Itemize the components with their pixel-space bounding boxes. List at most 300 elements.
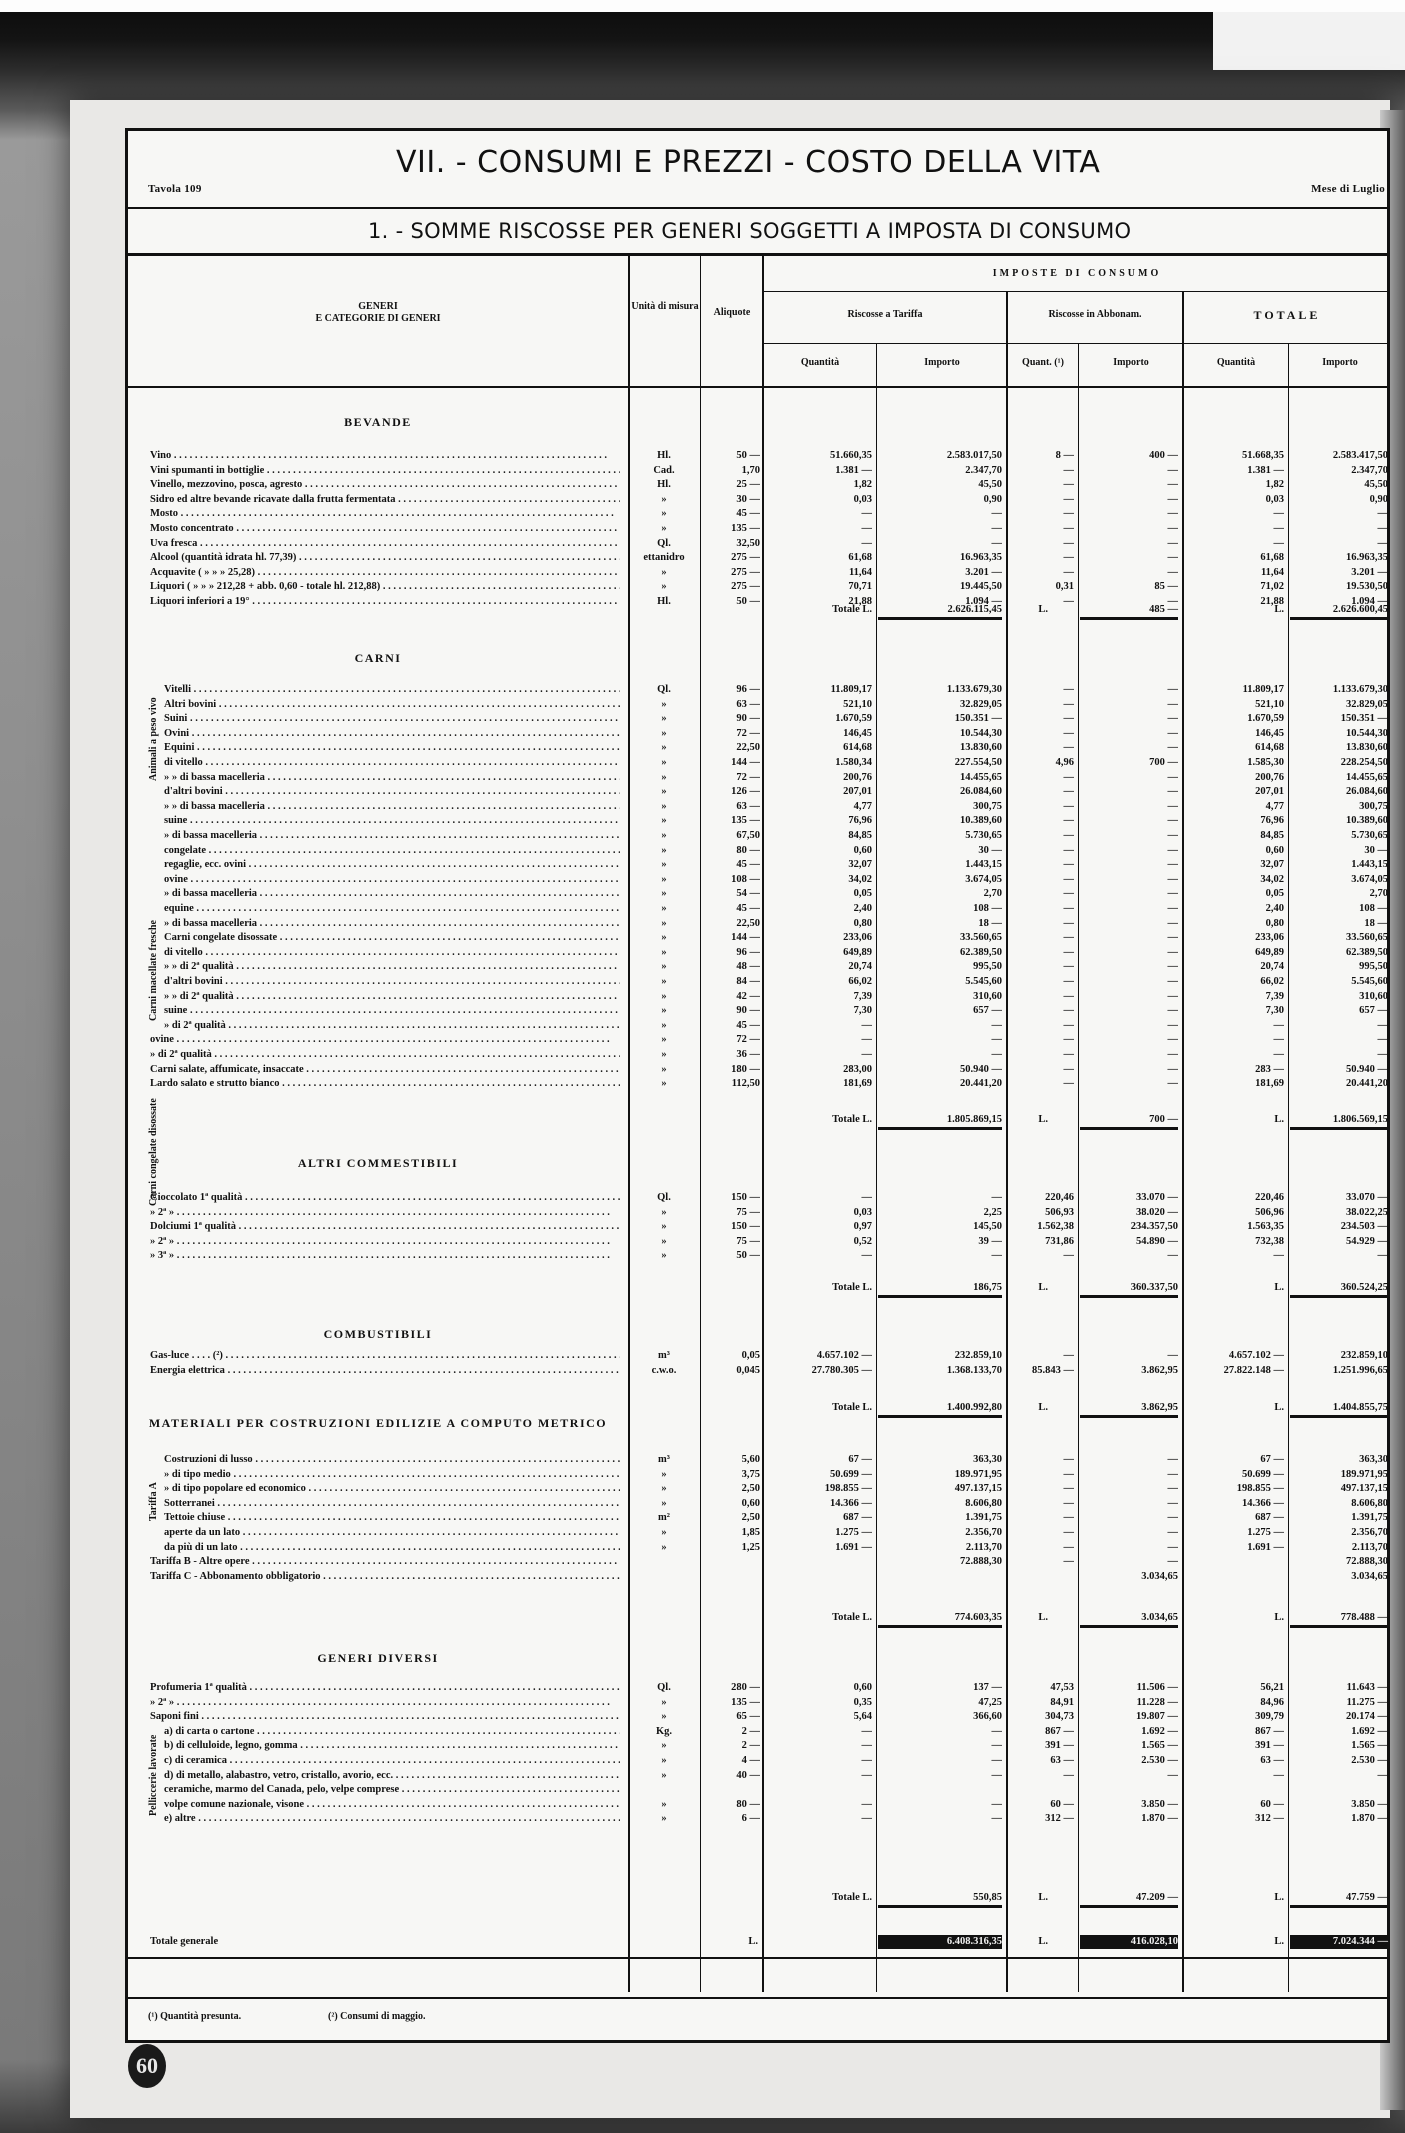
table-row [128, 1004, 1387, 1018]
cell-unit: Ql. [657, 684, 671, 695]
row-label: ceramiche, marmo del Canada, pelo, velpe comprese . . . [164, 1783, 620, 1797]
table-row [128, 1220, 1387, 1234]
cell-qt: 1.670,59 [1247, 713, 1284, 725]
cell-it: 33.070 — [1346, 1192, 1388, 1203]
cell-ia: — [1167, 523, 1178, 534]
cell-imp: 13.830,60 [960, 742, 1002, 754]
cell-qt: 51.668,35 [1242, 450, 1284, 461]
cell-imp: 2.356,70 [965, 1527, 1002, 1538]
cell-it: 497.137,15 [1340, 1483, 1388, 1495]
cell-q: 4.657.102 — [816, 1350, 872, 1361]
cell-q: 27.780.305 — [811, 1364, 872, 1376]
col-quantita-3: Quantità [1216, 357, 1256, 368]
cell-qt: 309,79 [1255, 1711, 1284, 1723]
cell-q: 20,74 [848, 961, 872, 973]
total-ia: 700 — [1080, 1113, 1178, 1130]
col-aliquote: Aliquote [713, 307, 751, 318]
cell-unit: » [661, 786, 667, 798]
cell-unit: m² [658, 1512, 670, 1524]
table-row [128, 727, 1387, 741]
cell-ia: — [1167, 771, 1178, 783]
cell-ia: — [1167, 742, 1178, 754]
cell-q: 207,01 [843, 786, 872, 798]
cell-it: 150.351 — [1340, 713, 1388, 725]
cell-aliq: 72 — [736, 771, 760, 783]
cell-unit: Hl. [657, 450, 671, 461]
table-row [128, 580, 1387, 594]
table-row [128, 1681, 1387, 1695]
cell-aliq: 6 — [741, 1813, 760, 1825]
cell-ia: — [1167, 859, 1178, 871]
cell-q: 200,76 [843, 771, 872, 783]
cell-ia: — [1167, 1034, 1178, 1046]
cell-imp: 5.730,65 [965, 830, 1002, 841]
cell-unit: Ql. [657, 1192, 671, 1203]
cell-imp: — [991, 1049, 1002, 1060]
hdr-rule-bottom [128, 386, 1387, 388]
cell-ia: — [1167, 1497, 1178, 1509]
cell-imp: 5.545,60 [965, 976, 1002, 987]
cell-it: 11.275 — [1346, 1696, 1388, 1708]
cell-aliq: 5,60 [741, 1454, 760, 1465]
cell-q: 70,71 [848, 581, 872, 593]
cell-qa: — [1063, 684, 1074, 695]
cell-it: 2.530 — [1351, 1755, 1388, 1766]
cell-qt: 27.822.148 — [1223, 1364, 1284, 1376]
cell-qa: 85.843 — [1032, 1364, 1074, 1376]
cell-qt: 1,82 [1265, 479, 1284, 491]
cell-qt: 67 — [1260, 1454, 1284, 1465]
cell-q: 51.660,35 [830, 450, 872, 461]
cell-qt: 1.275 — [1247, 1527, 1284, 1538]
cell-qt: 1.381 — [1247, 464, 1284, 476]
cell-qt: 207,01 [1255, 786, 1284, 798]
cell-unit: » [661, 815, 667, 827]
table-row [128, 537, 1387, 551]
side-label-carni-fresche: Carni macellate fresche [148, 920, 159, 1021]
cell-ia: 3.862,95 [1141, 1364, 1178, 1376]
section-title: CARNI [354, 651, 402, 665]
cell-qa: — [1063, 698, 1074, 710]
table-row [128, 946, 1387, 960]
cell-ia: 38.020 — [1136, 1206, 1178, 1218]
row-label: Cioccolato 1ª qualità . . . [150, 1191, 620, 1205]
row-label: d'altri bovini . . . [164, 785, 620, 799]
cell-aliq: 1,70 [741, 464, 760, 476]
row-label: Uva fresca . . . [150, 537, 620, 551]
cell-q: 0,05 [853, 888, 872, 900]
cell-it: 8.606,80 [1351, 1497, 1388, 1509]
grand-total-totale: 7.024.344 — [1290, 1935, 1388, 1949]
cell-unit: » [661, 844, 667, 856]
table-row [128, 1019, 1387, 1033]
cell-q: — [861, 523, 872, 534]
table-row [128, 683, 1387, 697]
cell-ia: 400 — [1149, 450, 1178, 461]
cell-imp: 3.674,05 [965, 873, 1002, 885]
table-row [128, 814, 1387, 828]
cell-ia: — [1167, 684, 1178, 695]
total-imp: 550,85 [878, 1891, 1002, 1908]
cell-it: 2.113,70 [1351, 1541, 1388, 1553]
row-label: Carni salate, affumicate, insaccate . . . [150, 1063, 620, 1077]
cell-qa: — [1063, 830, 1074, 841]
cell-aliq: 135 — [731, 523, 760, 534]
total-imp: 1.400.992,80 [878, 1401, 1002, 1418]
row-label: Energia elettrica . . . [150, 1364, 620, 1378]
table-row [128, 1063, 1387, 1077]
cell-it: 19.530,50 [1346, 581, 1388, 593]
row-label: Vino . . . [150, 449, 620, 463]
total-it_label: L. [1274, 1892, 1284, 1903]
cell-qa: — [1063, 917, 1074, 929]
cell-ia: — [1167, 873, 1178, 885]
table-row [128, 507, 1387, 521]
row-label: Sidro ed altre bevande ricavate dalla frutta fermentata . . . [150, 493, 620, 507]
cell-qa: 506,93 [1045, 1206, 1074, 1218]
section-title: GENERI DIVERSI [317, 1651, 439, 1665]
cell-ia: — [1167, 713, 1178, 725]
cell-ia: 3.034,65 [1141, 1570, 1178, 1582]
cell-qa: — [1063, 844, 1074, 856]
cell-it: — [1377, 1250, 1388, 1262]
cell-ia: 3.850 — [1141, 1798, 1178, 1810]
cell-unit: » [661, 1005, 667, 1017]
cell-aliq: 144 — [731, 757, 760, 768]
cell-qa: 391 — [1045, 1740, 1074, 1752]
cell-ia: — [1167, 961, 1178, 973]
side-label-carni-congelate: Carni congelate disossate [148, 1098, 159, 1206]
cell-it: 228.254,50 [1340, 757, 1388, 768]
cell-q: 283,00 [843, 1063, 872, 1075]
cell-imp: 1.391,75 [965, 1512, 1002, 1524]
cell-imp: 45,50 [978, 479, 1002, 491]
cell-it: 26.084,60 [1346, 786, 1388, 798]
row-label: regaglie, ecc. ovini . . . [164, 858, 620, 872]
total-imp: 774.603,35 [878, 1611, 1002, 1628]
side-label-tariffa-a: Tariffa A [148, 1482, 159, 1521]
row-label: » di bassa macelleria . . . [164, 887, 620, 901]
cell-aliq: 96 — [736, 946, 760, 958]
table-row [128, 1783, 1387, 1797]
cell-it: 1.692 — [1351, 1725, 1388, 1737]
cell-aliq: 48 — [736, 961, 760, 973]
cell-aliq: 80 — [736, 1798, 760, 1810]
cell-aliq: 63 — [736, 698, 760, 710]
total-imp: 186,75 [878, 1281, 1002, 1298]
total-ia_label: L. [1038, 1282, 1048, 1293]
cell-unit: » [661, 917, 667, 929]
table-row [128, 1033, 1387, 1047]
cell-qa: — [1063, 1497, 1074, 1509]
cell-it: 11.643 — [1346, 1682, 1388, 1693]
table-row [128, 493, 1387, 507]
cell-qa: 731,86 [1045, 1235, 1074, 1247]
cell-it: 995,50 [1359, 961, 1388, 973]
row-label: Costruzioni di lusso . . . [164, 1453, 620, 1467]
cell-imp: — [991, 1034, 1002, 1046]
cell-aliq: 67,50 [736, 830, 760, 841]
cell-aliq: 135 — [731, 815, 760, 827]
cell-unit: » [661, 1250, 667, 1262]
cell-qt: 4,77 [1265, 800, 1284, 812]
cell-imp: 657 — [973, 1005, 1002, 1017]
cell-ia: — [1167, 479, 1178, 491]
cell-unit: » [661, 1740, 667, 1752]
cell-unit: » [661, 976, 667, 987]
row-label: » di 2ª qualità . . . [164, 1019, 620, 1033]
cell-aliq: 25 — [736, 479, 760, 491]
grand-total-row [128, 1935, 1387, 1949]
row-label: » » di 2ª qualità . . . [164, 960, 620, 974]
row-label: Carni congelate disossate . . . [164, 931, 620, 945]
cell-aliq: 30 — [736, 493, 760, 505]
cell-imp: 1.443,15 [965, 859, 1002, 871]
cell-it: 1.870 — [1351, 1813, 1388, 1825]
cell-aliq: 150 — [731, 1221, 760, 1233]
table-row [128, 902, 1387, 916]
table-row [128, 1497, 1387, 1511]
cell-unit: » [661, 1235, 667, 1247]
cell-unit: » [661, 508, 667, 520]
cell-aliq: 2,50 [741, 1483, 760, 1495]
page-number: 60 [128, 2044, 166, 2088]
cell-it: 45,50 [1364, 479, 1388, 491]
cell-qa: — [1063, 1019, 1074, 1031]
cell-unit: » [661, 961, 667, 973]
cell-unit: » [661, 1206, 667, 1218]
table-row [128, 449, 1387, 463]
col-totale: TOTALE [1253, 308, 1321, 322]
cell-unit: » [661, 1813, 667, 1825]
table-row [128, 800, 1387, 814]
col-riscosse-abbonam: Riscosse in Abbonam. [1048, 309, 1142, 320]
cell-q: 198.855 — [824, 1483, 872, 1495]
row-label: » di tipo popolare ed economico . . . [164, 1482, 620, 1496]
cell-q: 146,45 [843, 727, 872, 739]
cell-imp: 108 — [973, 903, 1002, 914]
cell-aliq: 0,05 [741, 1350, 760, 1361]
cell-it: 32.829,05 [1346, 698, 1388, 710]
scan-corner [1213, 12, 1405, 70]
cell-q: 0,60 [853, 844, 872, 856]
cell-qt: 732,38 [1255, 1235, 1284, 1247]
cell-aliq: 72 — [736, 727, 760, 739]
cell-ia: — [1167, 903, 1178, 914]
cell-imp: 1.094 — [965, 596, 1002, 607]
row-label: Saponi fini . . . [150, 1710, 620, 1724]
cell-ia: — [1167, 596, 1178, 607]
table-row [128, 858, 1387, 872]
cell-qa: — [1063, 1063, 1074, 1075]
cell-ia: — [1167, 844, 1178, 856]
row-label: Vini spumanti in bottiglie . . . [150, 464, 620, 478]
total-label: Totale L. [832, 604, 872, 615]
cell-imp: 10.544,30 [960, 727, 1002, 739]
cell-it: 3.201 — [1351, 566, 1388, 578]
cell-it: — [1377, 1049, 1388, 1060]
cell-q: 21,88 [848, 596, 872, 607]
cell-aliq: 144 — [731, 932, 760, 944]
cell-q: 614,68 [843, 742, 872, 754]
cell-q: 1.670,59 [835, 713, 872, 725]
row-label: Acquavite ( » » » 25,28) . . . [150, 566, 620, 580]
table-row [128, 1048, 1387, 1062]
cell-imp: 310,60 [973, 990, 1002, 1002]
grand-total-l2: L. [1038, 1936, 1048, 1947]
table-row [128, 741, 1387, 755]
cell-aliq: 4 — [741, 1755, 760, 1766]
cell-q: — [861, 1019, 872, 1031]
cell-unit: Hl. [657, 479, 671, 491]
page-title: VII. - CONSUMI E PREZZI - COSTO DELLA VITA [396, 145, 1101, 180]
cell-q: 34,02 [848, 873, 872, 885]
row-label: Mosto concentrato . . . [150, 522, 620, 536]
cell-qa: — [1063, 1250, 1074, 1262]
row-label: » di tipo medio . . . [164, 1468, 620, 1482]
cell-qt: 63 — [1260, 1755, 1284, 1766]
total-label: Totale L. [832, 1892, 872, 1903]
cell-ia: — [1167, 800, 1178, 812]
table-row [128, 1077, 1387, 1091]
cell-aliq: 45 — [736, 508, 760, 520]
cell-q: 0,03 [853, 493, 872, 505]
cell-imp: 32.829,05 [960, 698, 1002, 710]
cell-q: 0,35 [853, 1696, 872, 1708]
cell-qt: 7,30 [1265, 1005, 1284, 1017]
cell-q: 32,07 [848, 859, 872, 871]
cell-qt: 220,46 [1255, 1192, 1284, 1203]
row-label: Ovini . . . [164, 727, 620, 741]
cell-ia: — [1167, 990, 1178, 1002]
section-total-row [128, 1611, 1387, 1625]
cell-unit: Kg. [655, 1725, 673, 1737]
cell-qa: 867 — [1045, 1725, 1074, 1737]
total-it: 1.806.569,15 [1290, 1113, 1388, 1130]
cell-aliq: 50 — [736, 450, 760, 461]
cell-qa: — [1063, 976, 1074, 987]
row-label: Liquori ( » » » 212,28 + abb. 0,60 - totale hl. 212,88) . . . [150, 580, 620, 594]
cell-qt: 146,45 [1255, 727, 1284, 739]
cell-aliq: 126 — [731, 786, 760, 798]
cell-ia: 2.530 — [1141, 1755, 1178, 1766]
cell-unit: » [661, 1468, 667, 1480]
table-row [128, 1754, 1387, 1768]
cell-imp: 1.368.133,70 [946, 1364, 1002, 1376]
cell-ia: — [1167, 1250, 1178, 1262]
cell-imp: 39 — [978, 1235, 1002, 1247]
total-ia_label: L. [1038, 1612, 1048, 1623]
table-row [128, 960, 1387, 974]
footnote-2: (²) Consumi di maggio. [328, 2011, 426, 2022]
hdr-rule-1 [764, 291, 1387, 292]
cell-imp: 1.133.679,30 [946, 684, 1002, 695]
cell-aliq: 0,60 [741, 1497, 760, 1509]
row-label: Tariffa B - Altre opere . . . [150, 1555, 620, 1569]
cell-qt: 61,68 [1260, 552, 1284, 564]
cell-qa: — [1063, 537, 1074, 549]
row-label: di vitello . . . [164, 946, 620, 960]
table-row [128, 1541, 1387, 1555]
cell-imp: 16.963,35 [960, 552, 1002, 564]
cell-q: 181,69 [843, 1078, 872, 1090]
cell-it: — [1377, 523, 1388, 534]
cell-imp: — [991, 1740, 1002, 1752]
cell-qa: — [1063, 1527, 1074, 1538]
table-row [128, 1769, 1387, 1783]
row-label: Profumeria 1ª qualità . . . [150, 1681, 620, 1695]
cell-aliq: 32,50 [736, 537, 760, 549]
total-it_label: L. [1274, 1114, 1284, 1125]
row-label: ovine . . . [164, 873, 620, 887]
cell-qt: 687 — [1255, 1512, 1284, 1524]
cell-qa: 4,96 [1055, 757, 1074, 768]
table-row [128, 1249, 1387, 1263]
cell-aliq: 42 — [736, 990, 760, 1002]
total-it: 1.404.855,75 [1290, 1401, 1388, 1418]
cell-ia: 11.228 — [1136, 1696, 1178, 1708]
cell-imp: — [991, 1192, 1002, 1203]
cell-qt: 283 — [1255, 1063, 1284, 1075]
cell-aliq: 135 — [731, 1696, 760, 1708]
cell-it: 14.455,65 [1346, 771, 1388, 783]
cell-imp: 150.351 — [954, 713, 1002, 725]
row-label: Mosto . . . [150, 507, 620, 521]
cell-qa: 63 — [1050, 1755, 1074, 1766]
cell-it: 72.888,30 [1346, 1556, 1388, 1568]
cell-qa: 220,46 [1045, 1192, 1074, 1203]
cell-qa: 8 — [1055, 450, 1074, 461]
cell-qa: 84,91 [1050, 1696, 1074, 1708]
cell-aliq: 275 — [731, 581, 760, 593]
grand-total-importo: 6.408.316,35 [878, 1935, 1002, 1949]
row-label: » 2ª » . . . [150, 1206, 620, 1220]
cell-aliq: 90 — [736, 713, 760, 725]
cell-ia: — [1167, 786, 1178, 798]
total-imp: 1.805.869,15 [878, 1113, 1002, 1130]
cell-imp: 33.560,65 [960, 932, 1002, 944]
cell-aliq: 45 — [736, 903, 760, 914]
cell-q: 4,77 [853, 800, 872, 812]
cell-qt: 649,89 [1255, 946, 1284, 958]
cell-it: 2.347,70 [1351, 464, 1388, 476]
cell-qt: 198.855 — [1236, 1483, 1284, 1495]
cell-q: 1.275 — [835, 1527, 872, 1538]
total-it_label: L. [1274, 1282, 1284, 1293]
cell-imp: 227.554,50 [954, 757, 1002, 768]
cell-it: — [1377, 537, 1388, 549]
cell-qt: 867 — [1255, 1725, 1284, 1737]
cell-ia: — [1167, 830, 1178, 841]
row-label: » di bassa macelleria . . . [164, 829, 620, 843]
cell-ia: — [1167, 552, 1178, 564]
row-label: Vinello, mezzovino, posca, agresto . . . [150, 478, 620, 492]
row-label: suine . . . [164, 814, 620, 828]
cell-qa: — [1063, 771, 1074, 783]
cell-it: 0,90 [1369, 493, 1388, 505]
cell-ia: — [1167, 888, 1178, 900]
cell-imp: 2,25 [983, 1206, 1002, 1218]
cell-qa: — [1063, 873, 1074, 885]
cell-qt: 7,39 [1265, 990, 1284, 1002]
table-row [128, 1739, 1387, 1753]
cell-imp: 47,25 [978, 1696, 1002, 1708]
cell-it: 3.674,05 [1351, 873, 1388, 885]
table-row [128, 566, 1387, 580]
cell-unit: » [661, 990, 667, 1002]
table-row [128, 1526, 1387, 1540]
cell-unit: » [661, 1049, 667, 1060]
